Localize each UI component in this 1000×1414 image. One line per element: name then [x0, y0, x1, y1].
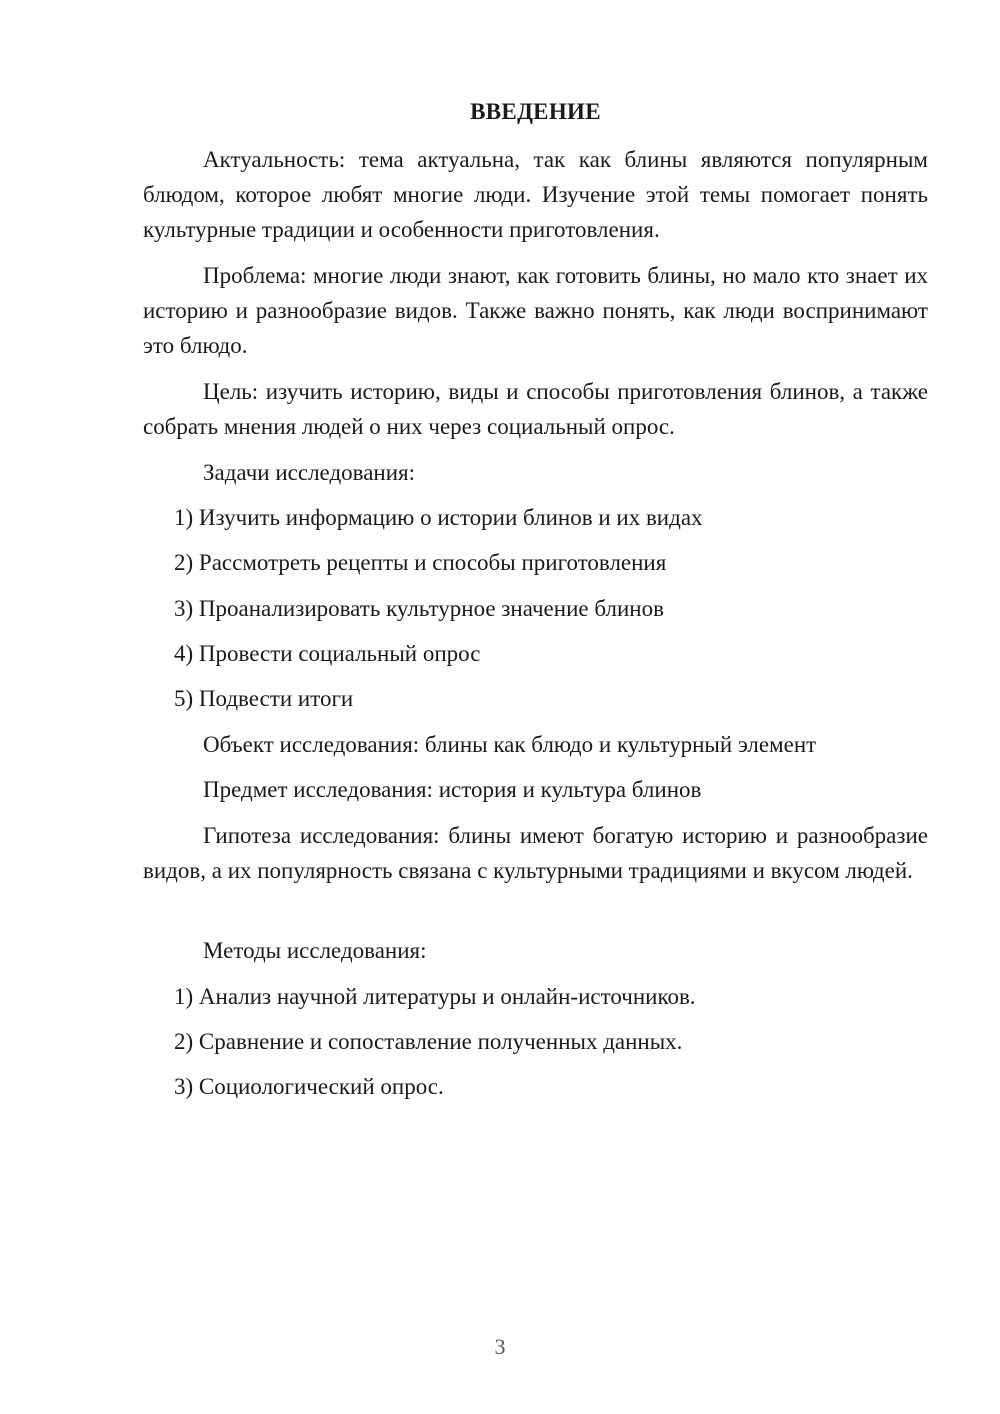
task-item: 3) Проанализировать культурное значение блинов: [174, 596, 664, 621]
method-item: 1) Анализ научной литературы и онлайн-источников.: [174, 984, 696, 1009]
goal-paragraph: Цель: изучить историю, виды и способы приготовления блинов, а также собрать мнения людей о них через социальный опрос.: [143, 379, 928, 439]
method-item: 3) Социологический опрос.: [174, 1074, 444, 1099]
hypothesis-paragraph: Гипотеза исследования: блины имеют богатую историю и разнообразие видов, а их популярность связана с культурными традициями и вкусом людей.: [143, 823, 928, 883]
tasks-heading: Задачи исследования:: [203, 460, 416, 485]
task-item: 1) Изучить информацию о истории блинов и их видах: [174, 505, 703, 530]
research-subject: Предмет исследования: история и культура блинов: [203, 777, 702, 802]
relevance-paragraph: Актуальность: тема актуальна, так как блины являются популярным блюдом, которое любят многие люди. Изучение этой темы помогает понять культурные традиции и особенности приготовления.: [143, 147, 928, 242]
task-item: 5) Подвести итоги: [174, 686, 354, 711]
problem-paragraph: Проблема: многие люди знают, как готовить блины, но мало кто знает их историю и разнообразие видов. Также важно понять, как люди воспринимают это блюдо.: [143, 263, 928, 358]
task-item: 4) Провести социальный опрос: [174, 641, 481, 666]
method-item: 2) Сравнение и сопоставление полученных данных.: [174, 1029, 683, 1054]
section-title: ВВЕДЕНИЕ: [470, 99, 601, 124]
methods-heading: Методы исследования:: [203, 938, 427, 963]
research-object: Объект исследования: блины как блюдо и культурный элемент: [203, 732, 817, 757]
task-item: 2) Рассмотреть рецепты и способы приготовления: [174, 550, 667, 575]
page-number: 3: [494, 1334, 506, 1359]
